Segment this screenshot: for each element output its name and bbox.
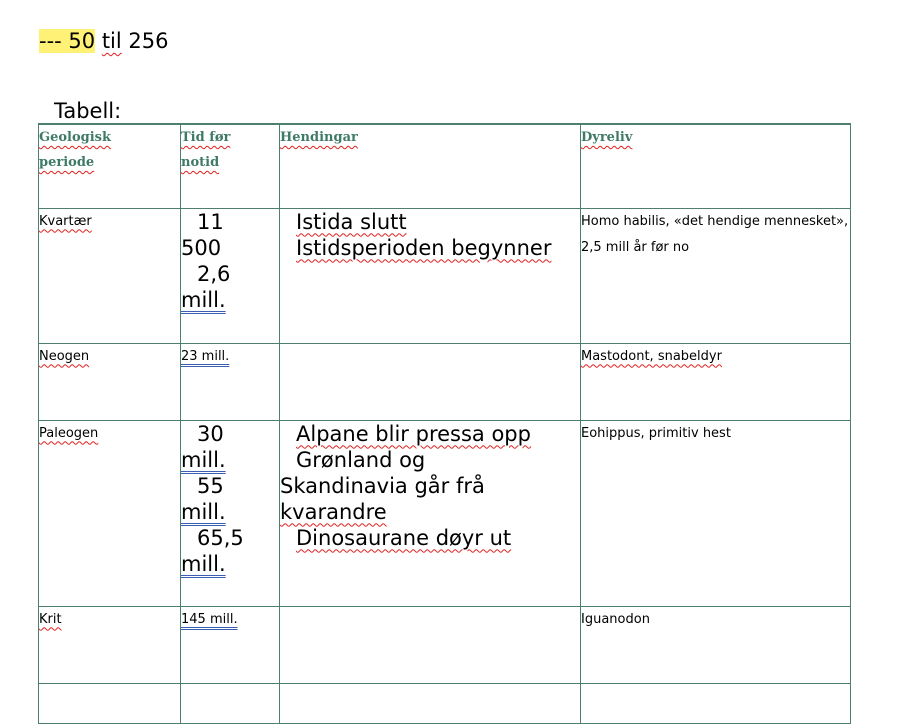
document-heading-line [39,28,169,54]
time-cell: 23 mill. [181,343,280,420]
animals-cell: Eohippus, primitiv hest [581,420,851,606]
animals-cell: Mastodont, snabeldyr [581,343,851,420]
table-header-row [39,124,851,208]
time-cell: 145 mill. [181,606,280,683]
period-cell: Paleogen [39,420,181,606]
events-cell [280,343,581,420]
table-caption: Tabell: [54,99,122,123]
geology-table [38,123,851,724]
table-row [39,420,851,606]
animals-cell [581,683,851,723]
header-animal-life: Dyreliv [581,124,851,208]
table-row [39,208,851,343]
range-connector-word: til [101,29,122,53]
header-events: Hendingar [280,124,581,208]
table-row [39,343,851,420]
events-cell: Istida slutt Istidsperioden begynner [280,208,581,343]
events-cell [280,606,581,683]
highlighted-range-start: --- 50 [39,29,96,53]
period-cell [39,683,181,723]
time-cell [181,683,280,723]
animals-cell: Homo habilis, «det hendige mennesket», 2,5 mill år før no [581,208,851,343]
table-row [39,606,851,683]
events-cell [280,683,581,723]
animals-cell: Iguanodon [581,606,851,683]
header-geological-period: Geologisk periode [39,124,181,208]
time-cell: 30 mill. 55 mill. 65,5 mill. [181,420,280,606]
range-end: 256 [128,29,169,53]
period-cell: Neogen [39,343,181,420]
period-cell: Krit [39,606,181,683]
header-time-before-now: Tid før notid [181,124,280,208]
time-cell: 11 500 2,6 mill. [181,208,280,343]
events-cell: Alpane blir pressa opp Grønland og Skandinavia går frå kvarandre Dinosaurane døyr ut [280,420,581,606]
period-cell: Kvartær [39,208,181,343]
table-row [39,683,851,723]
